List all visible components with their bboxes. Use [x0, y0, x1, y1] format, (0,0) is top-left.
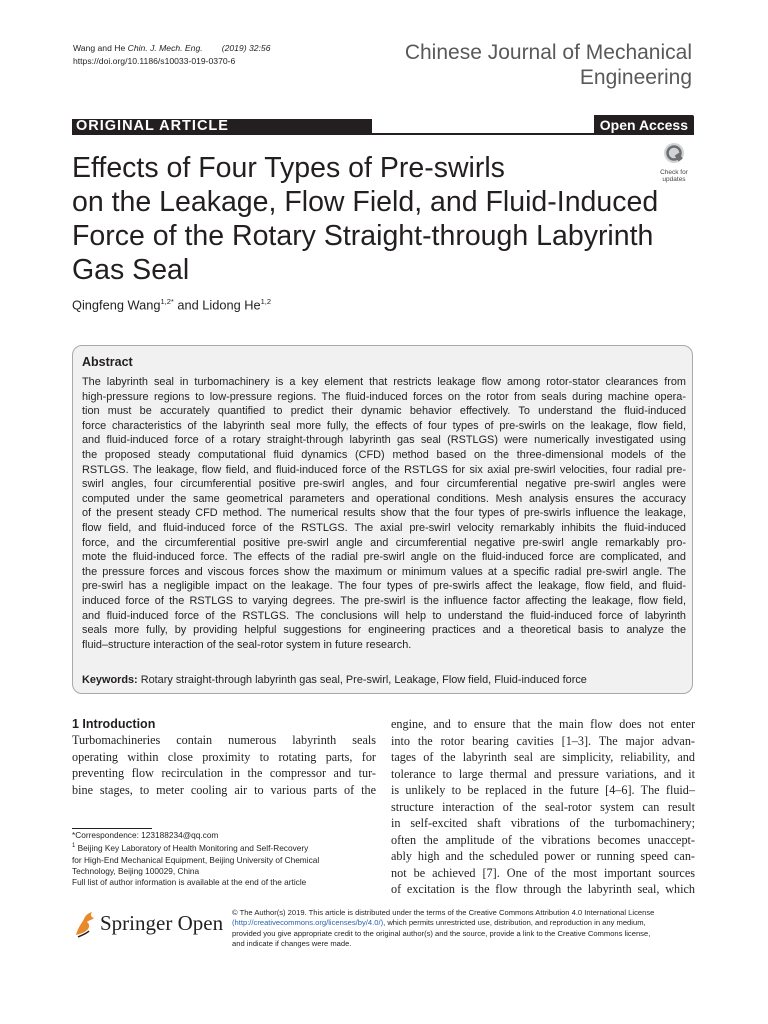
affiliation-line: [72, 841, 372, 854]
abstract-line: high-pressure regions to low-pressure regions. The fluid-induced forces on the rotor from seals during machine opera-: [82, 390, 686, 403]
body-line: often the amplitude of the vibrations becomes unaccept-: [391, 832, 695, 847]
body-line: into the rotor bearing cavities [1–3]. The major advan-: [391, 733, 695, 748]
body-line: tolerance to large thermal and pressure variations, and it: [391, 766, 695, 781]
body-line: preventing flow recirculation in the compressor and tur-: [72, 766, 376, 780]
body-line: structure interaction of the seal-rotor system can result: [391, 799, 695, 814]
journal-name-line2: Engineering: [579, 66, 692, 89]
citation-line: [73, 42, 270, 55]
author-list: [72, 297, 271, 312]
open-access-badge: Open Access: [594, 115, 694, 135]
author-affil-sup: 1,2: [260, 297, 272, 306]
keywords: [82, 674, 587, 686]
abstract-line: the proposed steady computational fluid dynamics (CFD) method based on the three-dimensional models of the: [82, 448, 686, 461]
affiliation-text: Beijing Key Laboratory of Health Monitoring and Self-Recovery: [75, 843, 309, 854]
title-line: Gas Seal: [72, 254, 190, 286]
body-line: engine, and to ensure that the main flow does not enter: [391, 717, 695, 731]
article-title: [72, 151, 672, 287]
body-line: bine stages, to meter cooling air to various parts of the: [72, 782, 376, 797]
abstract-line: induced force of the RSTLGS to varying degrees. The pre-swirl is the influence factor affecting the leakage, flow field,: [82, 594, 686, 607]
author-affil-sup: 1,2*: [160, 297, 174, 306]
abstract-line: pre-swirl has a negligible impact on the leakage. The four types of pre-swirls affect the leakage, flow field, and fluid-: [82, 580, 686, 593]
abstract-line: swirl angles, four circumferential positive pre-swirl angles, and four circumferential negative pre-swirl angles were: [82, 478, 686, 491]
body-column-right: [391, 716, 695, 898]
body-line: in self-excited shaft vibrations of the turbomachinery;: [391, 816, 695, 830]
abstract-line: RSTLGS. The leakage, flow field, and fluid-induced force of the RSTLGS for six axial pre-swirl velocities, four radial pre-: [82, 463, 686, 476]
abstract-line: mote the fluid-induced force. The effects of the radial pre-swirl angle on the fluid-induced force are complicated, and: [82, 551, 686, 564]
publisher-name-suffix: Open: [172, 911, 224, 935]
check-for-updates-button[interactable]: [654, 142, 694, 183]
abstract-line: force characteristics of the labyrinth seal more fully, the effects of four types of pre-swirls on the leakage, flow field,: [82, 419, 686, 432]
abstract-heading: Abstract: [82, 355, 133, 369]
citation-journal: Chin. J. Mech. Eng.: [127, 43, 203, 53]
abstract-line: and fluid-induced force of a rotary straight-through labyrinth gas seal (RSTLGS) were numerically investigated using: [82, 434, 686, 447]
article-type-label: ORIGINAL ARTICLE: [76, 118, 229, 134]
check-badge-text: Check for: [660, 169, 688, 176]
body-line: operating within close proximity to rotating parts, for: [72, 749, 376, 764]
title-line: Effects of Four Types of Pre-swirls: [72, 152, 505, 184]
body-column-left: [72, 732, 376, 798]
keywords-list: Rotary straight-through labyrinth gas seal, Pre-swirl, Leakage, Flow field, Fluid-induced force: [137, 674, 587, 686]
affiliation-line: Technology, Beijing 100029, China: [72, 865, 200, 876]
abstract-line: fluid–structure interaction of the seal-rotor system in future research.: [82, 638, 412, 651]
body-line: of excitation is the flow through the labyrinth seal, which: [391, 882, 695, 896]
license-link[interactable]: (http://creativecommons.org/licenses/by/4.0/): [232, 918, 384, 928]
citation-volume: (2019) 32:56: [221, 43, 271, 53]
author-name[interactable]: and Lidong He: [173, 297, 261, 313]
doi-link[interactable]: https://doi.org/10.1186/s10033-019-0370-6: [73, 55, 236, 66]
abstract-line: flow field, and fluid-induced force of the RSTLGS. The axial pre-swirl velocity remarkably inhibits the fluid-induced: [82, 521, 686, 534]
license-line: © The Author(s) 2019. This article is distributed under the terms of the Creative Commons Attribution 4.0 International License: [232, 908, 655, 917]
abstract-line: of the present steady CFD method. The numerical results show that the four types of pre-swirls influence the leakage,: [82, 507, 686, 520]
publisher-name-main: Springer: [100, 911, 173, 935]
abstract-line: the pressure forces and viscous forces show the maximum or minimum values at a specific radial pre-swirl angle. The: [82, 565, 686, 578]
license-line: provided you give appropriate credit to the original author(s) and the source, provide a link to the Creative Commons license,: [232, 928, 651, 938]
abstract-line: computed under the same geometrical parameters and operational conditions. Mesh analysis ensures the accuracy: [82, 492, 686, 505]
abstract-line: The labyrinth seal in turbomachinery is a key element that restricts leakage flow among rotor-stator clearances from: [82, 376, 686, 388]
citation-authors: Wang and He: [73, 43, 128, 53]
author-info-note: Full list of author information is available at the end of the article: [72, 877, 307, 888]
affiliation-line: for High-End Mechanical Equipment, Beijing University of Chemical: [72, 854, 320, 865]
journal-name-line1: Chinese Journal of Mechanical: [404, 41, 692, 64]
license-statement: [232, 908, 694, 949]
license-text: , which permits unrestricted use, distribution, and reproduction in any medium,: [383, 918, 646, 928]
abstract-line: and fluid-induced force of the RSTLGS. The conclusions will help to understand the fluid-induced force of labyrinth: [82, 609, 686, 622]
abstract-line: tion must be accurately quantified to predict their dynamic behavior effectively. To understand the fluid-induced: [82, 405, 686, 418]
body-line: is unlikely to be replaced in the future [4–6]. The fluid–: [391, 783, 695, 797]
footnotes: [72, 830, 372, 889]
body-line: ably high and the scheduled power or running speed can-: [391, 849, 695, 863]
article-banner: [72, 115, 694, 135]
license-line: [232, 918, 694, 928]
section-heading-introduction: 1 Introduction: [72, 717, 156, 731]
body-line: tages of the labyrinth seal are simplicity, reliability, and: [391, 750, 695, 764]
affil-sup: 1: [72, 843, 76, 850]
title-line: on the Leakage, Flow Field, and Fluid-Induced: [72, 186, 659, 218]
title-line: Force of the Rotary Straight-through Labyrinth: [72, 220, 654, 252]
correspondence-email[interactable]: *Correspondence: 123188234@qq.com: [72, 830, 219, 840]
check-badge-text: updates: [662, 176, 686, 183]
abstract-text: [82, 375, 686, 652]
check-updates-icon: [663, 142, 685, 164]
license-line: and indicate if changes were made.: [232, 938, 352, 948]
body-line: not be achieved [7]. One of the most important sources: [391, 865, 695, 880]
springer-horse-icon: [72, 909, 98, 939]
author-name[interactable]: Qingfeng Wang: [72, 297, 161, 313]
abstract-line: force, and the circumferential positive pre-swirl angle and circumferential negative pre-swirl angle remarkably pro-: [82, 536, 686, 549]
publisher-name: [100, 911, 223, 936]
abstract-line: seals more fully, by providing helpful suggestions for engineering practices and a theoretical basis to analyze the: [82, 624, 686, 637]
footnote-rule: [72, 828, 152, 829]
citation-block: [73, 42, 270, 67]
body-line: Turbomachineries contain numerous labyrinth seals: [72, 733, 376, 747]
keywords-label: Keywords:: [82, 674, 138, 686]
journal-name: [405, 40, 692, 90]
